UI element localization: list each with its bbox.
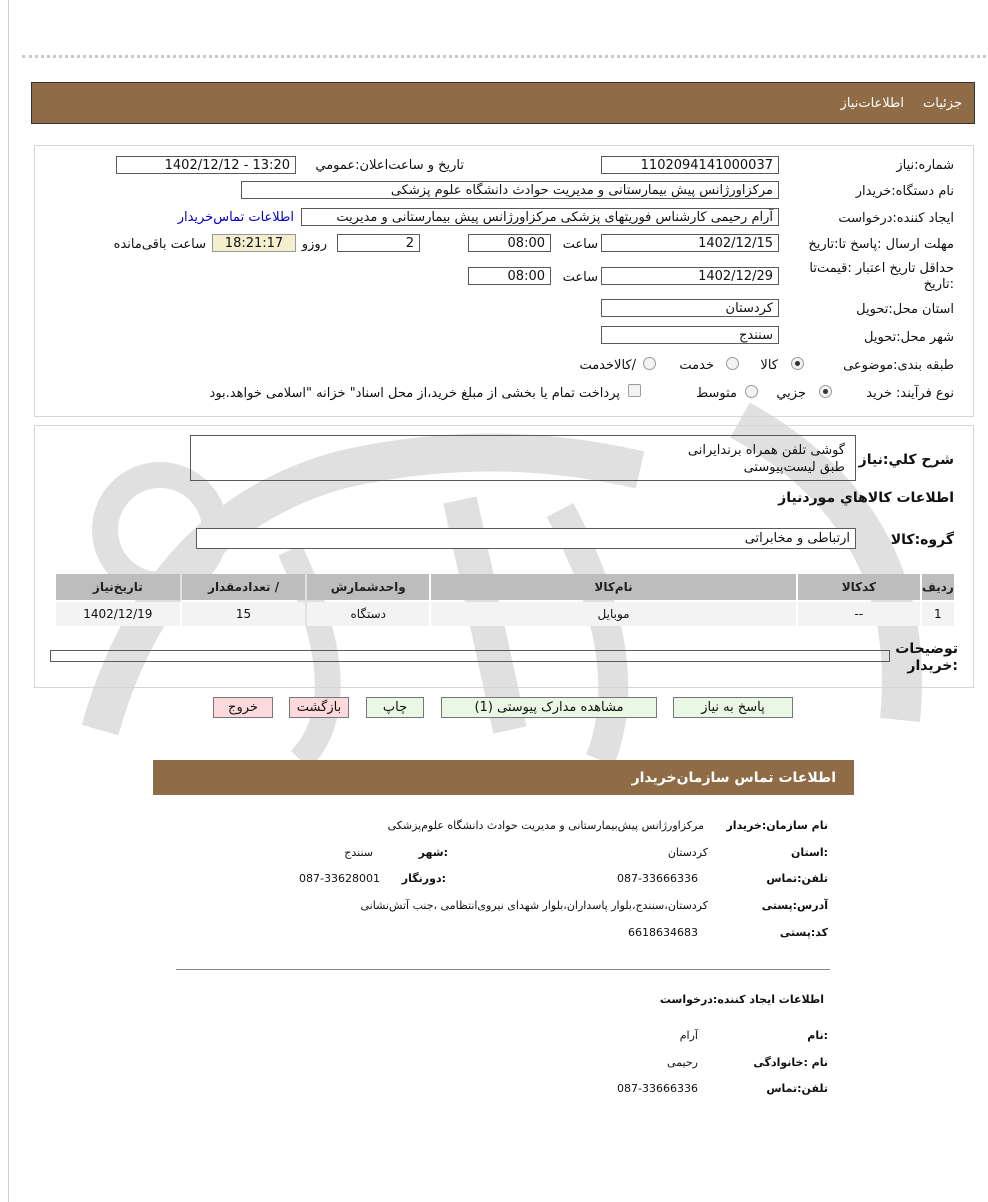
view-documents-button[interactable]: مشاهده مدارک پیوستی (1)	[441, 697, 657, 718]
table-row	[56, 602, 954, 626]
col-unit: واحدشمارش	[307, 574, 429, 600]
contact-bar	[153, 760, 854, 795]
cell-name: موبایل	[431, 602, 796, 626]
org-name-value: مرکزاورژانس پیش‌بیمارستانی و مدیریت حوادث دانشگاه علوم‌پزشکی	[387, 819, 704, 832]
days-field: 2	[337, 234, 420, 252]
cell-qty: 15	[182, 602, 306, 626]
contact-fax-value: 087-33628001	[299, 872, 380, 885]
validity-label: حداقل تاریخ اعتبار :قیمت‌تا :تاریخ	[809, 261, 954, 292]
cell-date: 1402/12/19	[56, 602, 180, 626]
contact-bar-title: اطلاعات تماس سازمان‌خریدار	[631, 770, 836, 786]
contact-province-label: :استان	[791, 846, 828, 859]
cell-unit: دستگاه	[307, 602, 429, 626]
process-radio-minor[interactable]	[819, 385, 832, 398]
category-label: طبقه بندی:موضوعی	[843, 358, 954, 373]
cat-option-goods: کالا	[760, 358, 778, 373]
header-bar	[31, 82, 975, 124]
col-row: ردیف	[922, 574, 954, 600]
announce-label: تاریخ و ساعت‌اعلان:عمومي	[315, 158, 464, 173]
cat-radio-both[interactable]	[643, 357, 656, 370]
exit-button[interactable]: خروج	[213, 697, 273, 718]
buyer-notes-field	[50, 650, 890, 662]
city-field: سنندج	[601, 326, 779, 344]
deadline-label: مهلت ارسال :پاسخ تا:تاریخ	[808, 237, 954, 252]
contact-fax-label: :دورنگار	[401, 872, 446, 885]
print-button[interactable]: چاپ	[366, 697, 424, 718]
description-label: شرح کلي:نیاز	[858, 452, 954, 468]
col-name: نام‌کالا	[431, 574, 796, 600]
description-box	[190, 435, 856, 481]
creator-family-value: رحیمی	[667, 1056, 698, 1069]
buyer-label: نام دستگاه:خریدار	[855, 184, 954, 199]
respond-button[interactable]: پاسخ به نیاز	[673, 697, 793, 718]
left-border	[8, 0, 9, 1202]
goods-info-title: اطلاعات کالاهاي موردنیاز	[778, 490, 954, 506]
remaining-time-field: 18:21:17	[212, 234, 296, 252]
remaining-label: ساعت باقی‌مانده	[113, 237, 206, 252]
back-button[interactable]: بازگشت	[289, 697, 349, 718]
creator-name-value: آرام	[679, 1029, 698, 1042]
contact-postal-label: کد:پستی	[779, 926, 828, 939]
announce-field: 1402/12/12 - 13:20	[116, 156, 296, 174]
contact-phone-label: تلفن:تماس	[766, 872, 828, 885]
contact-address-value: کردستان،سنندج،بلوار پاسداران،بلوار شهدای نیروی‌انتظامی ،جنب آتش‌نشانی	[360, 899, 708, 912]
days-label: روزو	[301, 237, 327, 252]
process-option-minor: جزیي	[776, 386, 806, 401]
deadline-date-field: 1402/12/15	[601, 234, 779, 252]
creator-phone-value: 087-33666336	[617, 1082, 698, 1095]
validity-time-field: 08:00	[468, 267, 551, 285]
contact-postal-value: 6618634683	[628, 926, 698, 939]
creator-label: ایجاد کننده:درخواست	[838, 211, 954, 226]
creator-field: آرام رحیمی کارشناس فوریتهای پزشکی مرکزاورژانس پیش بیمارستانی و مدیریت	[301, 208, 779, 226]
buyer-field: مرکزاورژانس پیش بیمارستانی و مدیریت حوادث دانشگاه علوم پزشکی	[241, 181, 779, 199]
col-code: کدکالا	[798, 574, 920, 600]
process-label: نوع فرآیند: خرید	[866, 386, 954, 401]
treasury-payment-checkbox[interactable]	[628, 384, 641, 397]
process-radio-medium[interactable]	[745, 385, 758, 398]
cat-radio-goods[interactable]	[791, 357, 804, 370]
creator-family-label: نام :خانوادگی	[753, 1056, 828, 1069]
validity-time-label: ساعت	[562, 270, 598, 285]
province-field: کردستان	[601, 299, 779, 317]
need-number-field: 1102094141000037	[601, 156, 779, 174]
treasury-payment-note: پرداخت تمام یا بخشی از مبلغ خرید،از محل اسناد" خزانه "اسلامی خواهد.بود	[209, 386, 620, 401]
deadline-time-label: ساعت	[562, 237, 598, 252]
validity-date-field: 1402/12/29	[601, 267, 779, 285]
description-line-1: گوشی تلفن همراه برندایرانی	[687, 443, 845, 458]
contact-address-label: آدرس:پستی	[761, 899, 828, 912]
col-date: تاریخ‌نیاز	[56, 574, 180, 600]
tab-details[interactable]: جزئیات	[923, 96, 962, 111]
city-label: شهر محل:تحویل	[864, 330, 954, 345]
goods-group-field: ارتباطی و مخابراتی	[196, 528, 856, 549]
creator-info-title: اطلاعات ایجاد کننده:درخواست	[659, 993, 824, 1006]
cat-radio-service[interactable]	[726, 357, 739, 370]
creator-phone-label: تلفن:تماس	[766, 1082, 828, 1095]
dotted-separator	[22, 55, 986, 58]
cat-option-service: خدمت	[679, 358, 714, 373]
contact-city-value: سنندج	[344, 846, 373, 859]
tab-need-info[interactable]: اطلاعات‌نیاز	[840, 96, 904, 111]
goods-group-label: گروه:کالا	[890, 532, 954, 548]
description-line-2: طبق لیست‌پیوستی	[743, 460, 845, 475]
deadline-time-field: 08:00	[468, 234, 551, 252]
creator-name-label: :نام	[807, 1029, 828, 1042]
cell-row: 1	[922, 602, 954, 626]
table-header-row	[56, 574, 954, 600]
need-number-label: شماره:نیاز	[896, 158, 954, 173]
contact-city-label: :شهر	[418, 846, 448, 859]
col-qty: / تعدادمقدار	[182, 574, 306, 600]
goods-table	[54, 572, 956, 628]
province-label: استان محل:تحویل	[856, 302, 954, 317]
buyer-notes-label: توضیحات :خریدار	[895, 641, 958, 674]
contact-phone-value: 087-33666336	[617, 872, 698, 885]
contact-province-value: کردستان	[667, 846, 708, 859]
contact-divider	[176, 969, 830, 970]
cat-option-both: /کالاخدمت	[579, 358, 636, 373]
cell-code: --	[798, 602, 920, 626]
buyer-contact-link[interactable]: اطلاعات تماس‌خریدار	[177, 210, 294, 225]
org-name-label: نام سازمان:خریدار	[726, 819, 828, 832]
process-option-medium: متوسط	[696, 386, 737, 401]
